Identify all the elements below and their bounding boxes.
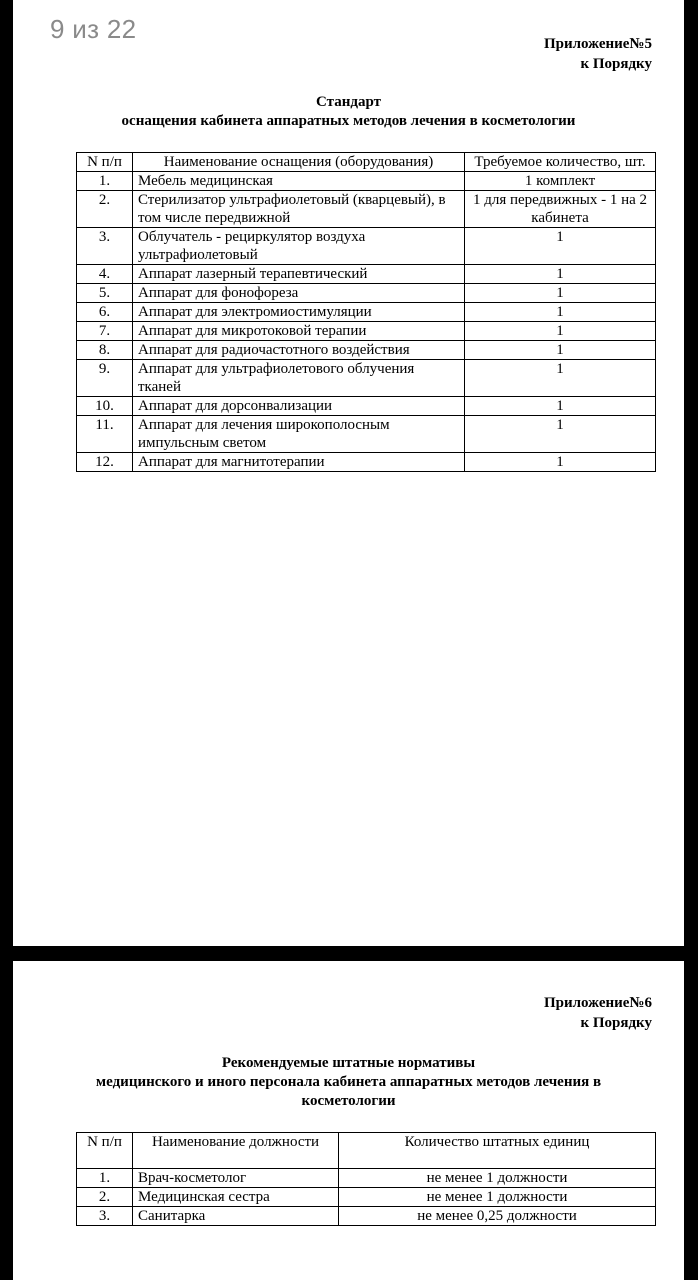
row-name: Аппарат для микротоковой терапии [133, 322, 465, 341]
table-row [77, 360, 656, 397]
row-quantity: 1 [465, 453, 656, 472]
row-number: 11. [77, 416, 133, 453]
header-required-quantity: Требуемое количество, шт. [465, 153, 656, 172]
header-equipment-name: Наименование оснащения (оборудования) [133, 153, 465, 172]
table-header-row [77, 1133, 656, 1169]
page-counter: 9 из 22 [50, 14, 137, 44]
row-name: Облучатель - рециркулятор воздуха ультрафиолетовый [133, 228, 465, 265]
header-num: N п/п [77, 153, 133, 172]
row-number: 7. [77, 322, 133, 341]
table-row [77, 228, 656, 265]
table-row [77, 284, 656, 303]
row-number: 5. [77, 284, 133, 303]
row-number: 3. [77, 228, 133, 265]
row-quantity: не менее 1 должности [339, 1169, 656, 1188]
row-name: Аппарат для радиочастотного воздействия [133, 341, 465, 360]
equipment-table [76, 152, 656, 472]
row-name: Аппарат для фонофореза [133, 284, 465, 303]
row-name: Мебель медицинская [133, 172, 465, 191]
row-number: 1. [77, 172, 133, 191]
staffing-table [76, 1132, 656, 1226]
appendix-5-number: Приложение№5 [543, 36, 652, 52]
row-name: Врач-косметолог [133, 1169, 339, 1188]
row-number: 12. [77, 453, 133, 472]
header-position-name: Наименование должности [133, 1133, 339, 1169]
header-staff-units: Количество штатных единиц [339, 1133, 656, 1169]
row-number: 6. [77, 303, 133, 322]
appendix-5-title [13, 93, 684, 131]
table-row [77, 303, 656, 322]
table-row [77, 172, 656, 191]
row-number: 4. [77, 265, 133, 284]
row-number: 10. [77, 397, 133, 416]
appendix-5-title-line-2: оснащения кабинета аппаратных методов лечения в косметологии [121, 113, 576, 129]
appendix-6-label [544, 993, 652, 1033]
row-number: 2. [77, 1188, 133, 1207]
table-header-row [77, 153, 656, 172]
appendix-6-reference: к Порядку [580, 1015, 652, 1031]
appendix-5-title-line-1: Стандарт [316, 94, 381, 110]
document-page-10 [13, 961, 684, 1280]
table-row [77, 265, 656, 284]
row-number: 2. [77, 191, 133, 228]
table-row [77, 397, 656, 416]
row-quantity: 1 [465, 228, 656, 265]
appendix-5-label [544, 34, 652, 74]
row-name: Медицинская сестра [133, 1188, 339, 1207]
row-name: Стерилизатор ультрафиолетовый (кварцевый), в том числе передвижной [133, 191, 465, 228]
row-quantity: 1 [465, 416, 656, 453]
header-num: N п/п [77, 1133, 133, 1169]
row-name: Санитарка [133, 1207, 339, 1226]
row-quantity: 1 комплект [465, 172, 656, 191]
row-quantity: 1 [465, 341, 656, 360]
table-row [77, 416, 656, 453]
row-quantity: 1 [465, 360, 656, 397]
table-row [77, 341, 656, 360]
row-number: 3. [77, 1207, 133, 1226]
row-quantity: не менее 1 должности [339, 1188, 656, 1207]
row-number: 1. [77, 1169, 133, 1188]
table-row [77, 1188, 656, 1207]
row-quantity: не менее 0,25 должности [339, 1207, 656, 1226]
row-quantity: 1 для передвижных - 1 на 2 кабинета [465, 191, 656, 228]
row-name: Аппарат для ультрафиолетового облучения тканей [133, 360, 465, 397]
appendix-6-title-line-1: Рекомендуемые штатные нормативы [221, 1055, 476, 1071]
table-row [77, 322, 656, 341]
appendix-6-title-line-2: медицинского и иного персонала кабинета аппаратных методов лечения в [95, 1074, 602, 1090]
row-number: 8. [77, 341, 133, 360]
row-quantity: 1 [465, 303, 656, 322]
appendix-6-title [13, 1054, 684, 1111]
table-row [77, 453, 656, 472]
table-row [77, 1169, 656, 1188]
row-number: 9. [77, 360, 133, 397]
row-name: Аппарат для дорсонвализации [133, 397, 465, 416]
row-name: Аппарат лазерный терапевтический [133, 265, 465, 284]
table-row [77, 191, 656, 228]
row-quantity: 1 [465, 265, 656, 284]
document-page-9 [13, 0, 684, 946]
row-quantity: 1 [465, 397, 656, 416]
row-quantity: 1 [465, 284, 656, 303]
appendix-6-number: Приложение№6 [543, 995, 652, 1011]
row-name: Аппарат для электромиостимуляции [133, 303, 465, 322]
row-quantity: 1 [465, 322, 656, 341]
table-row [77, 1207, 656, 1226]
row-name: Аппарат для магнитотерапии [133, 453, 465, 472]
row-name: Аппарат для лечения широкополосным импульсным светом [133, 416, 465, 453]
appendix-6-title-line-3: косметологии [301, 1093, 396, 1109]
appendix-5-reference: к Порядку [580, 56, 652, 72]
